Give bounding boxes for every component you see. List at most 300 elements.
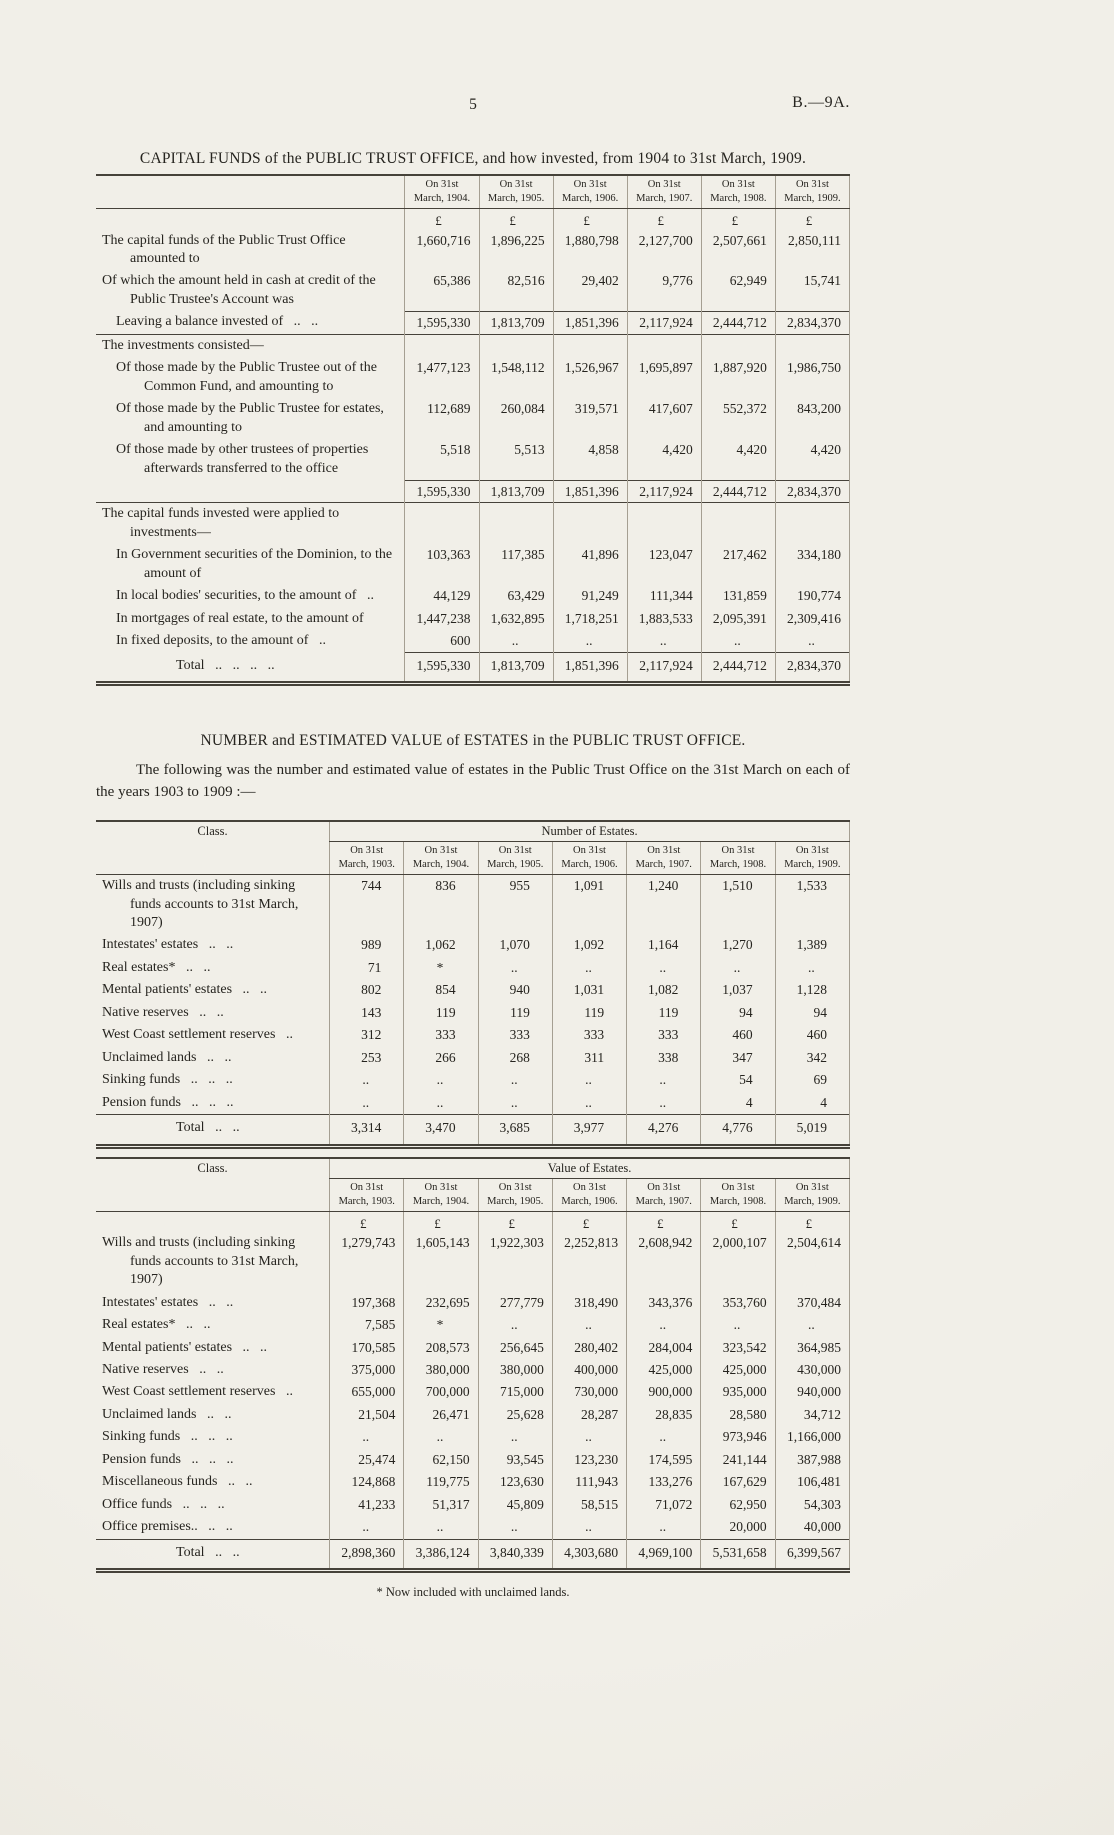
value-cell: 197,368: [330, 1292, 404, 1314]
table-row: [96, 1404, 850, 1426]
leader-dots: ..: [198, 1294, 216, 1310]
table-header: [96, 175, 850, 209]
row-label: Wills and trusts (including sinking funds accounts to 31st March, 1907): [102, 878, 299, 930]
value-cell: 3,470: [404, 1115, 478, 1146]
value-cell: 2,127,700: [627, 230, 701, 271]
value-cell: 1,595,330: [405, 311, 479, 334]
value-cell: 333: [552, 1024, 626, 1046]
total-row: [96, 1539, 850, 1570]
value-of-estates-table: [96, 1157, 850, 1574]
leader-dots: ..: [300, 314, 319, 330]
value-cell: 1,037: [701, 979, 775, 1001]
leader-dots: ..: [206, 1004, 224, 1020]
row-label: Miscellaneous funds .. ..: [102, 1474, 253, 1490]
value-cell: [405, 334, 479, 357]
value-cell: 63,429: [479, 585, 553, 607]
value-cell: 700,000: [404, 1381, 478, 1403]
value-cell: 3,386,124: [404, 1539, 478, 1570]
value-cell: 62,949: [701, 270, 775, 311]
value-cell: ..: [627, 630, 701, 652]
table-row: [96, 1047, 850, 1069]
value-cell: ..: [627, 1426, 701, 1448]
page-header: [96, 96, 850, 126]
value-cell: ..: [552, 1516, 626, 1539]
value-cell: 1,031: [552, 979, 626, 1001]
value-cell: 940,000: [775, 1381, 849, 1403]
value-cell: 2,444,712: [701, 311, 775, 334]
value-cell: 54,303: [775, 1494, 849, 1516]
row-label: Office funds .. .. ..: [102, 1496, 225, 1512]
value-cell: 1,091: [552, 875, 626, 935]
value-cell: ..: [627, 1092, 701, 1115]
leader-dots: ..: [217, 1474, 235, 1490]
value-cell: 1,851,396: [553, 480, 627, 503]
row-label: Total .. .. .. ..: [176, 657, 275, 673]
row-label: Sinking funds .. .. ..: [102, 1072, 233, 1088]
value-cell: 333: [627, 1024, 701, 1046]
leader-dots: ..: [204, 1544, 223, 1560]
value-cell: 253: [330, 1047, 404, 1069]
value-cell: 44,129: [405, 585, 479, 607]
value-cell: 54: [701, 1069, 775, 1091]
row-label: Of which the amount held in cash at credit of the Public Trustee's Account was: [102, 273, 376, 307]
leader-dots: ..: [249, 1339, 268, 1355]
leader-dots: ..: [204, 657, 223, 673]
table-row: [96, 608, 850, 630]
value-cell: 2,608,942: [627, 1232, 701, 1291]
value-cell: [479, 334, 553, 357]
value-cell: 117,385: [479, 544, 553, 585]
value-cell: 353,760: [701, 1292, 775, 1314]
row-label: Pension funds .. .. ..: [102, 1451, 234, 1467]
value-cell: ..: [478, 1516, 552, 1539]
value-cell: ..: [552, 957, 626, 979]
value-cell: 124,868: [330, 1471, 404, 1493]
table-row: [96, 1381, 850, 1403]
value-cell: 93,545: [478, 1449, 552, 1471]
value-cell: 131,859: [701, 585, 775, 607]
value-cell: 4,776: [701, 1115, 775, 1146]
value-cell: 1,279,743: [330, 1232, 404, 1291]
value-cell: 1,092: [552, 934, 626, 956]
value-cell: ..: [775, 630, 849, 652]
value-cell: ..: [404, 1516, 478, 1539]
table-row: [96, 1024, 850, 1046]
value-cell: 62,150: [404, 1449, 478, 1471]
value-cell: 5,518: [405, 439, 479, 480]
value-cell: *: [404, 1314, 478, 1336]
table-row: [96, 1002, 850, 1024]
value-cell: 71,072: [627, 1494, 701, 1516]
row-label: Total .. ..: [96, 1539, 330, 1570]
value-cell: 900,000: [627, 1381, 701, 1403]
table-body: [96, 1212, 850, 1571]
value-cell: ..: [701, 1314, 775, 1336]
value-cell: 973,946: [701, 1426, 775, 1448]
value-cell: 232,695: [404, 1292, 478, 1314]
capital-funds-title: CAPITAL FUNDS of the PUBLIC TRUST OFFICE, and how invested, from 1904 to 31st March, 1909.: [139, 150, 807, 167]
leader-dots: ..: [215, 937, 234, 953]
row-label: Sinking funds .. .. ..: [102, 1429, 233, 1445]
value-cell: 4,420: [627, 439, 701, 480]
value-cell: ..: [627, 1314, 701, 1336]
row-label: West Coast settlement reserves ..: [102, 1384, 293, 1400]
currency-cell: £: [553, 209, 627, 230]
value-cell: 375,000: [330, 1359, 404, 1381]
table-row: [96, 1337, 850, 1359]
value-cell: ..: [701, 957, 775, 979]
value-cell: 333: [478, 1024, 552, 1046]
value-cell: 25,474: [330, 1449, 404, 1471]
value-cell: 208,573: [404, 1337, 478, 1359]
value-cell: 370,484: [775, 1292, 849, 1314]
value-cell: 1,164: [627, 934, 701, 956]
table-footnote: * Now included with unclaimed lands.: [376, 1585, 570, 1600]
value-cell: 989: [330, 934, 404, 956]
value-cell: 119,775: [404, 1471, 478, 1493]
value-cell: 2,309,416: [775, 608, 849, 630]
value-cell: ..: [404, 1426, 478, 1448]
page-number: 5: [469, 96, 477, 113]
leader-dots: ..: [239, 657, 258, 673]
leader-dots: ..: [192, 1317, 211, 1333]
value-cell: 1,851,396: [553, 653, 627, 684]
value-cell: 843,200: [775, 398, 849, 439]
section-heading-row: [96, 334, 850, 357]
value-cell: 319,571: [553, 398, 627, 439]
currency-cell: £: [330, 1212, 404, 1233]
row-label: Wills and trusts (including sinking funds accounts to 31st March, 1907): [102, 1235, 299, 1288]
value-cell: 167,629: [701, 1471, 775, 1493]
value-cell: 58,515: [552, 1494, 626, 1516]
value-cell: 1,477,123: [405, 357, 479, 398]
value-cell: 6,399,567: [775, 1539, 849, 1570]
leader-dots: ..: [197, 1429, 216, 1445]
table-header: [96, 821, 850, 875]
table-row: [96, 630, 850, 652]
value-cell: 364,985: [775, 1337, 849, 1359]
currency-cell: £: [627, 1212, 701, 1233]
value-cell: 318,490: [552, 1292, 626, 1314]
leader-dots: ..: [222, 657, 240, 673]
value-cell: 1,883,533: [627, 608, 701, 630]
leader-dots: ..: [275, 1027, 293, 1043]
value-cell: ..: [627, 1069, 701, 1091]
value-cell: 2,850,111: [775, 230, 849, 271]
value-cell: 425,000: [627, 1359, 701, 1381]
value-cell: 1,510: [701, 875, 775, 935]
value-cell: 5,513: [479, 439, 553, 480]
row-label: West Coast settlement reserves ..: [102, 1027, 293, 1043]
value-cell: 170,585: [330, 1337, 404, 1359]
value-cell: 1,548,112: [479, 357, 553, 398]
table-row: [96, 1232, 850, 1291]
table-row: [96, 585, 850, 607]
value-cell: 1,813,709: [479, 311, 553, 334]
value-cell: 460: [701, 1024, 775, 1046]
value-cell: ..: [553, 630, 627, 652]
value-cell: [627, 503, 701, 544]
column-header: On 31st March, 1904.: [404, 1178, 478, 1211]
column-header: On 31st March, 1903.: [330, 1178, 404, 1211]
value-cell: 1,389: [775, 934, 849, 956]
value-cell: 342: [775, 1047, 849, 1069]
column-header: On 31st March, 1907.: [627, 1178, 701, 1211]
value-cell: 5,019: [775, 1115, 849, 1146]
table-row: [96, 1314, 850, 1336]
leader-dots: ..: [180, 1072, 198, 1088]
value-cell: 260,084: [479, 398, 553, 439]
table-corner: [96, 175, 405, 209]
value-cell: 123,630: [478, 1471, 552, 1493]
table-row: [96, 398, 850, 439]
value-cell: 9,776: [627, 270, 701, 311]
column-header: On 31st March, 1909.: [775, 1178, 849, 1211]
leader-dots: ..: [215, 1094, 234, 1110]
leader-dots: ..: [172, 1496, 190, 1512]
value-cell: 343,376: [627, 1292, 701, 1314]
value-cell: ..: [552, 1092, 626, 1115]
group-header: Value of Estates.: [330, 1158, 850, 1179]
value-cell: 123,230: [552, 1449, 626, 1471]
value-cell: 266: [404, 1047, 478, 1069]
row-label: Unclaimed lands .. ..: [102, 1049, 232, 1065]
table-row: [96, 979, 850, 1001]
leader-dots: ..: [175, 959, 193, 975]
value-cell: ..: [627, 1516, 701, 1539]
value-cell: ..: [775, 1314, 849, 1336]
value-cell: 256,645: [478, 1337, 552, 1359]
value-cell: 5,531,658: [701, 1539, 775, 1570]
value-cell: 25,628: [478, 1404, 552, 1426]
value-cell: 133,276: [627, 1471, 701, 1493]
value-cell: [405, 503, 479, 544]
value-cell: 1,082: [627, 979, 701, 1001]
value-cell: 1,070: [478, 934, 552, 956]
currency-cell: £: [775, 1212, 849, 1233]
value-cell: 400,000: [552, 1359, 626, 1381]
value-cell: *: [404, 957, 478, 979]
value-cell: 28,580: [701, 1404, 775, 1426]
value-cell: [775, 334, 849, 357]
column-header: On 31st March, 1904.: [404, 841, 478, 874]
section-heading-row: [96, 503, 850, 544]
value-cell: 28,835: [627, 1404, 701, 1426]
row-label: Mental patients' estates .. ..: [102, 982, 268, 998]
column-header: On 31st March, 1905.: [478, 1178, 552, 1211]
column-header: On 31st March, 1907.: [627, 841, 701, 874]
value-cell: 2,444,712: [701, 480, 775, 503]
value-cell: 62,950: [701, 1494, 775, 1516]
value-cell: ..: [478, 1092, 552, 1115]
table-row: [96, 1449, 850, 1471]
value-cell: 3,977: [552, 1115, 626, 1146]
value-cell: 174,595: [627, 1449, 701, 1471]
value-cell: 1,270: [701, 934, 775, 956]
value-cell: [553, 334, 627, 357]
value-cell: 1,880,798: [553, 230, 627, 271]
value-cell: ..: [478, 1314, 552, 1336]
row-label: Native reserves .. ..: [102, 1361, 224, 1377]
estates-title: NUMBER and ESTIMATED VALUE of ESTATES in the PUBLIC TRUST OFFICE.: [200, 732, 746, 750]
row-label: In Government securities of the Dominion, to the amount of: [116, 547, 393, 581]
value-cell: 112,689: [405, 398, 479, 439]
value-cell: 268: [478, 1047, 552, 1069]
leader-dots: ..: [257, 657, 275, 673]
value-cell: 45,809: [478, 1494, 552, 1516]
value-cell: 2,117,924: [627, 311, 701, 334]
leader-dots: ..: [232, 982, 250, 998]
row-label: Mental patients' estates .. ..: [102, 1339, 268, 1355]
leader-dots: ..: [213, 1049, 232, 1065]
table-row: [96, 1069, 850, 1091]
leader-dots: ..: [198, 1451, 216, 1467]
currency-cell: £: [627, 209, 701, 230]
value-cell: 1,062: [404, 934, 478, 956]
row-label: Office premises.. .. ..: [102, 1519, 233, 1535]
leader-dots: ..: [249, 982, 268, 998]
leader-dots: ..: [234, 1474, 253, 1490]
row-label: Intestates' estates .. ..: [102, 937, 234, 953]
value-cell: 387,988: [775, 1449, 849, 1471]
value-cell: ..: [478, 1069, 552, 1091]
header-row: [96, 821, 850, 842]
leader-dots: ..: [198, 937, 216, 953]
row-label: Native reserves .. ..: [102, 1004, 224, 1020]
currency-cell: £: [404, 1212, 478, 1233]
row-label: In local bodies' securities, to the amount of ..: [116, 588, 374, 604]
value-cell: ..: [478, 1426, 552, 1448]
value-cell: 41,896: [553, 544, 627, 585]
column-header: On 31st March, 1908.: [701, 1178, 775, 1211]
value-cell: [627, 334, 701, 357]
leader-dots: ..: [197, 1072, 216, 1088]
value-cell: 241,144: [701, 1449, 775, 1471]
row-label: In fixed deposits, to the amount of ..: [116, 633, 326, 649]
value-cell: 20,000: [701, 1516, 775, 1539]
leader-dots: ..: [180, 1451, 199, 1467]
leader-dots: ..: [308, 633, 326, 649]
value-cell: 82,516: [479, 270, 553, 311]
value-cell: 190,774: [775, 585, 849, 607]
leader-dots: ..: [232, 1339, 250, 1355]
table-row: [96, 1292, 850, 1314]
row-label: In mortgages of real estate, to the amount of: [116, 610, 364, 626]
table-row: [96, 1516, 850, 1539]
value-cell: 2,095,391: [701, 608, 775, 630]
value-cell: 2,117,924: [627, 653, 701, 684]
value-cell: ..: [330, 1426, 404, 1448]
table-row: [96, 480, 850, 503]
value-cell: 28,287: [552, 1404, 626, 1426]
column-header: On 31st March, 1904.: [405, 175, 479, 209]
value-cell: 65,386: [405, 270, 479, 311]
leader-dots: ..: [215, 1429, 233, 1445]
value-cell: 2,834,370: [775, 653, 849, 684]
value-cell: 380,000: [478, 1359, 552, 1381]
page-content: [96, 96, 850, 1600]
table-row: [96, 230, 850, 271]
leader-dots: ..: [215, 1294, 234, 1310]
value-cell: 1,605,143: [404, 1232, 478, 1291]
column-header: On 31st March, 1907.: [627, 175, 701, 209]
value-cell: 119: [404, 1002, 478, 1024]
column-header: On 31st March, 1906.: [552, 1178, 626, 1211]
value-cell: 935,000: [701, 1381, 775, 1403]
value-cell: 1,813,709: [479, 653, 553, 684]
leader-dots: ..: [222, 1120, 240, 1136]
value-cell: 1,533: [775, 875, 849, 935]
value-cell: 2,834,370: [775, 311, 849, 334]
row-label: The investments consisted—: [96, 334, 405, 357]
value-cell: [775, 503, 849, 544]
capital-funds-section: [96, 150, 850, 686]
value-cell: 2,117,924: [627, 480, 701, 503]
table-row: [96, 439, 850, 480]
value-cell: 715,000: [478, 1381, 552, 1403]
column-header: On 31st March, 1905.: [479, 175, 553, 209]
value-cell: 1,526,967: [553, 357, 627, 398]
class-column-header: Class.: [96, 1158, 330, 1212]
value-cell: 284,004: [627, 1337, 701, 1359]
value-cell: 1,851,396: [553, 311, 627, 334]
value-cell: 4: [775, 1092, 849, 1115]
value-cell: 2,834,370: [775, 480, 849, 503]
value-cell: 2,507,661: [701, 230, 775, 271]
value-cell: 277,779: [478, 1292, 552, 1314]
row-label: Real estates* .. ..: [102, 959, 211, 975]
value-cell: ..: [627, 957, 701, 979]
value-cell: 323,542: [701, 1337, 775, 1359]
value-cell: 51,317: [404, 1494, 478, 1516]
value-cell: [701, 334, 775, 357]
value-cell: 15,741: [775, 270, 849, 311]
value-cell: 123,047: [627, 544, 701, 585]
value-cell: 955: [478, 875, 552, 935]
row-label: Total .. ..: [96, 1115, 330, 1146]
value-cell: 311: [552, 1047, 626, 1069]
value-cell: 26,471: [404, 1404, 478, 1426]
value-cell: ..: [330, 1069, 404, 1091]
value-cell: 34,712: [775, 1404, 849, 1426]
value-cell: 143: [330, 1002, 404, 1024]
value-cell: 2,898,360: [330, 1539, 404, 1570]
group-header: Number of Estates.: [330, 821, 850, 842]
table-body: [96, 875, 850, 1147]
value-cell: 802: [330, 979, 404, 1001]
column-header: On 31st March, 1908.: [701, 841, 775, 874]
row-label: Of those made by the Public Trustee out of the Common Fund, and amounting to: [116, 360, 377, 394]
value-cell: 7,585: [330, 1314, 404, 1336]
value-cell: 2,000,107: [701, 1232, 775, 1291]
value-cell: 334,180: [775, 544, 849, 585]
value-cell: 119: [552, 1002, 626, 1024]
value-cell: ..: [330, 1092, 404, 1115]
value-cell: 111,943: [552, 1471, 626, 1493]
value-cell: 417,607: [627, 398, 701, 439]
class-column-header: Class.: [96, 821, 330, 875]
value-cell: 3,840,339: [478, 1539, 552, 1570]
leader-dots: ..: [196, 1049, 214, 1065]
leader-dots: ..: [188, 1004, 207, 1020]
row-label: The capital funds invested were applied to investments—: [96, 503, 405, 544]
value-cell: 1,632,895: [479, 608, 553, 630]
row-label: [96, 480, 405, 503]
capital-funds-table: [96, 174, 850, 686]
value-cell: 940: [478, 979, 552, 1001]
row-label: Of those made by the Public Trustee for estates, and amounting to: [116, 401, 384, 435]
value-cell: 1,166,000: [775, 1426, 849, 1448]
